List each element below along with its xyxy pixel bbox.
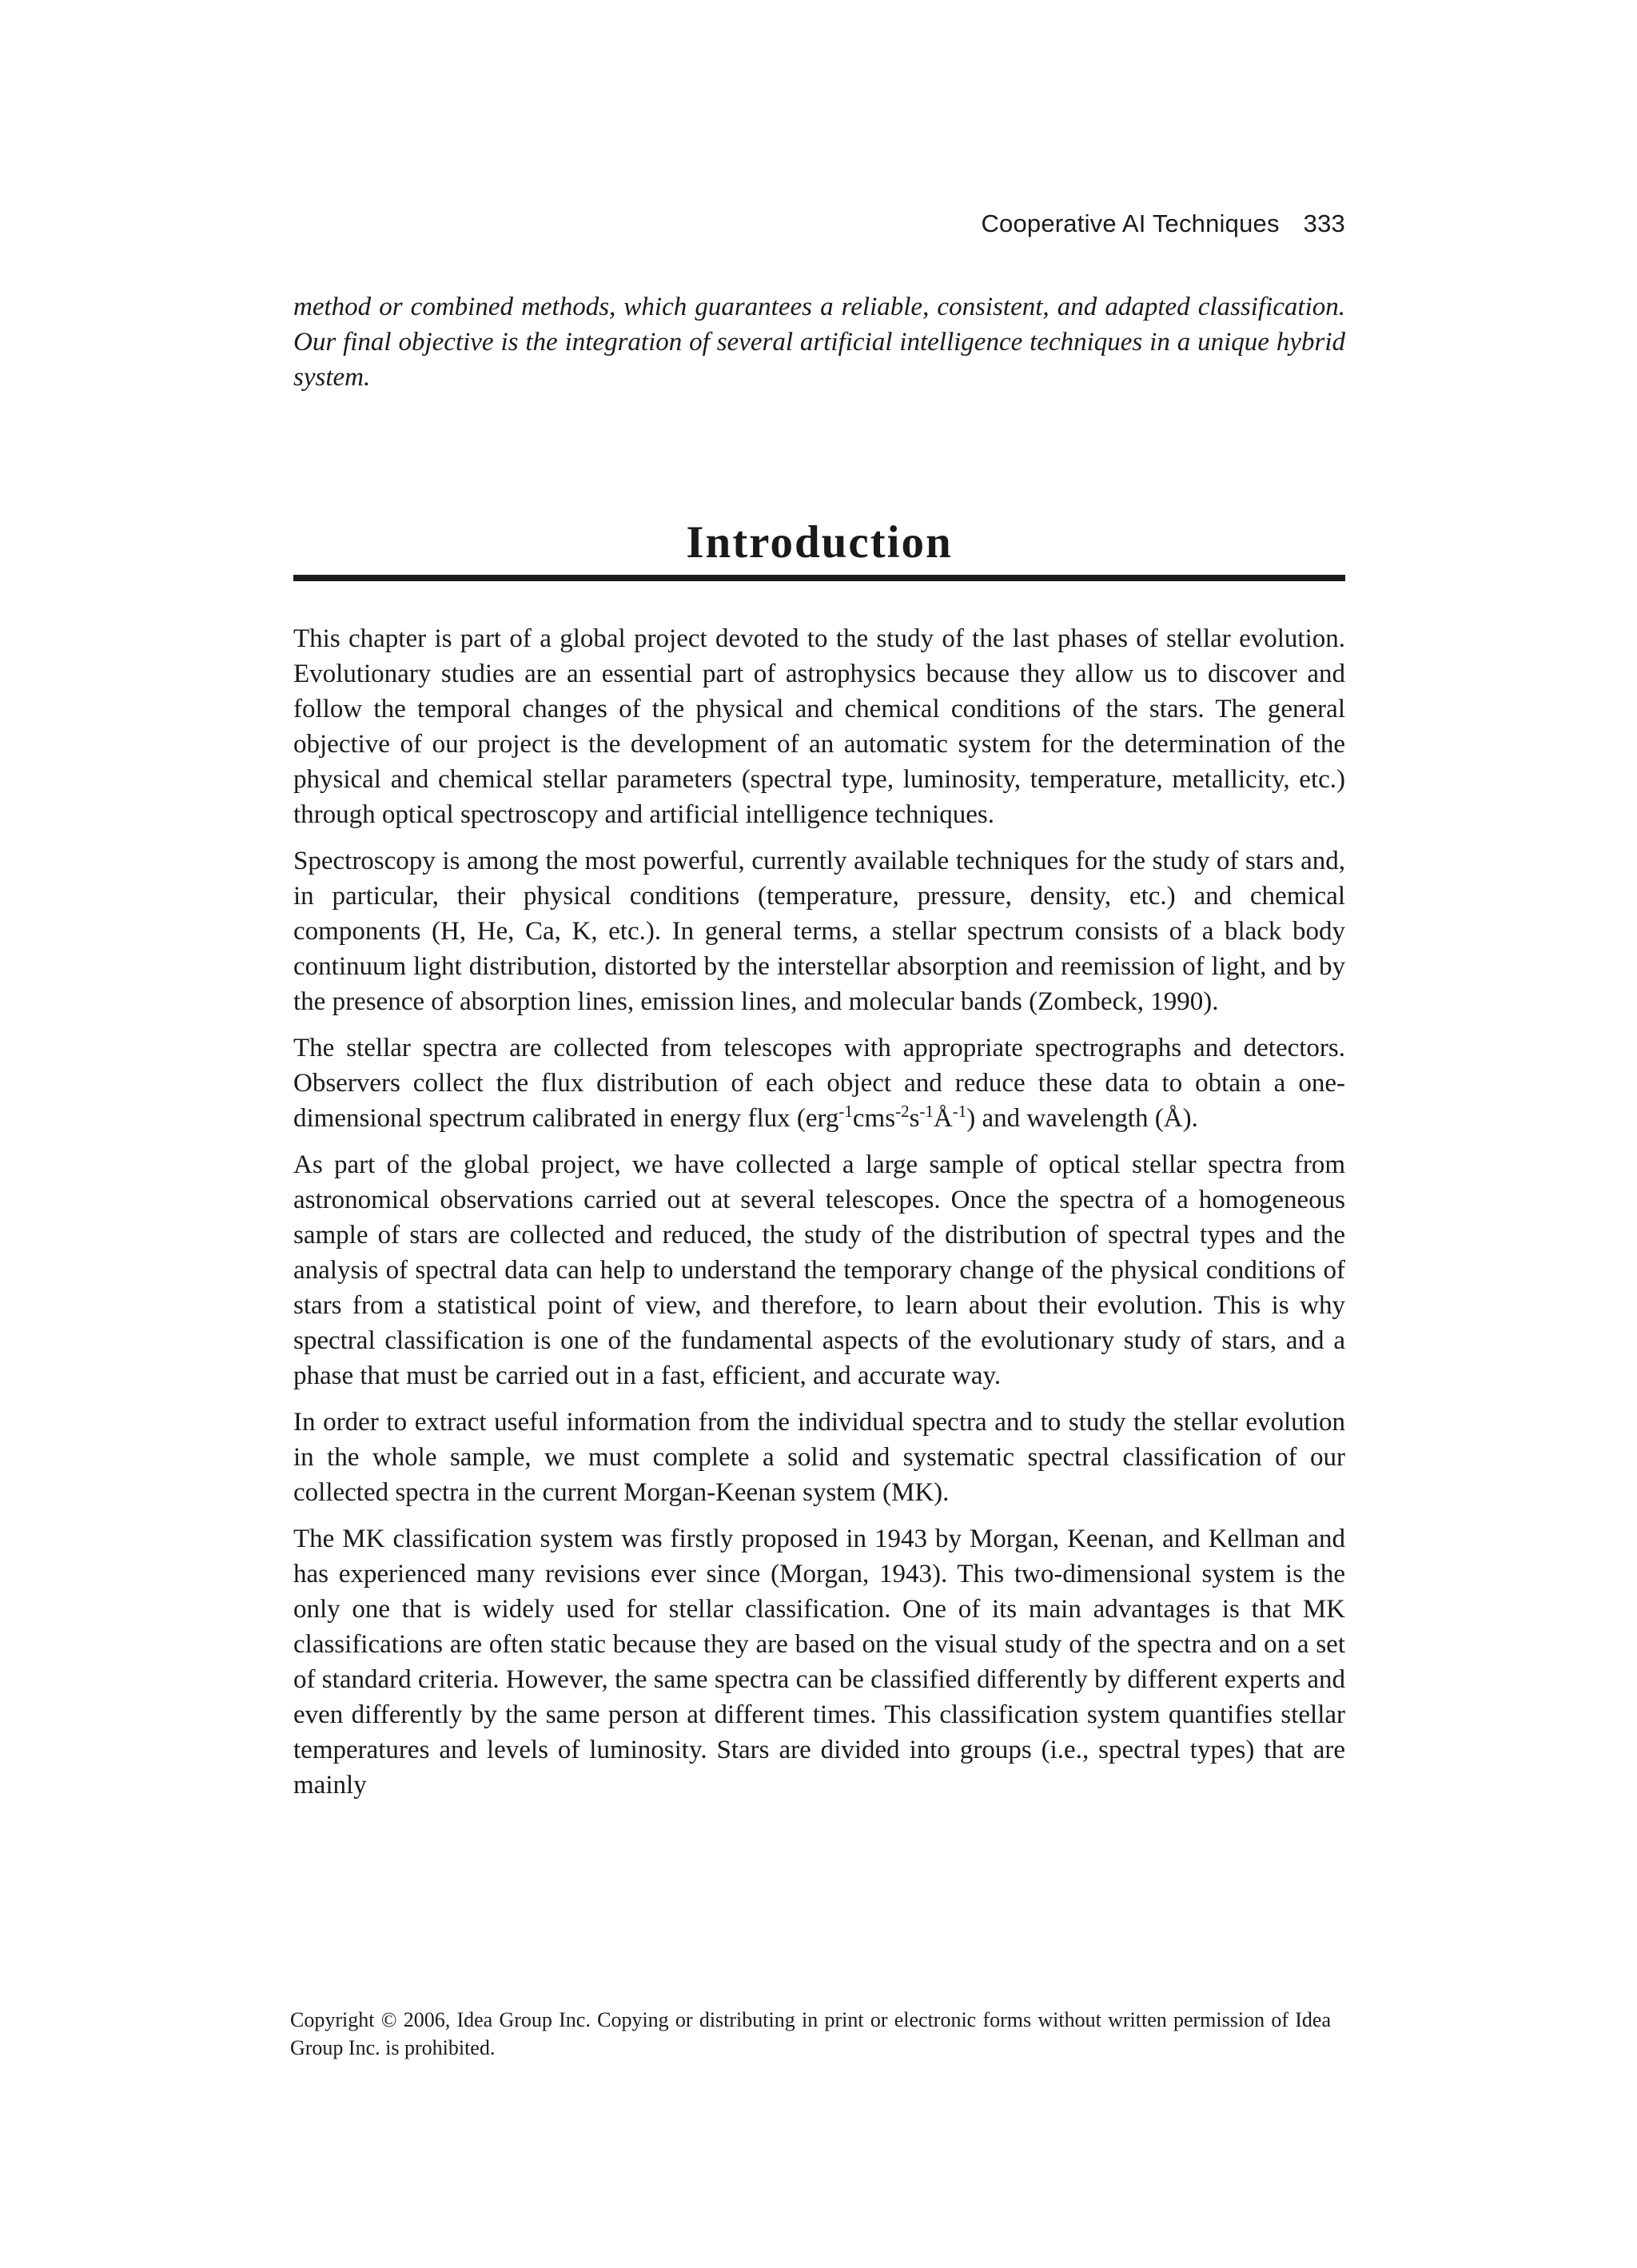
running-head [981,209,1345,238]
running-title: Cooperative AI Techniques [981,209,1280,237]
copyright-notice: Copyright © 2006, Idea Group Inc. Copying or distributing in print or electronic forms without written permission of Idea Group Inc. is prohibited. [290,2008,1331,2059]
superscript: -1 [919,1102,934,1121]
superscript: -1 [838,1102,853,1121]
paragraph-5: In order to extract useful information from the individual spectra and to study the stellar evolution in the whole sample, we must complete a solid and systematic spectral classification of our collected spectra in the current Morgan-Keenan system (MK). [293,1408,1345,1507]
paragraph-2: Spectroscopy is among the most powerful, currently available techniques for the study of stars and, in particular, their physical conditions (temperature, pressure, density, etc.) and chemical components (H, He, Ca, K, etc.). In general terms, a stellar spectrum consists of a black body continuum light distribution, distorted by the interstellar absorption and reemission of light, and by the presence of absorption lines, emission lines, and molecular bands (Zombeck, 1990). [293,847,1345,1016]
page-number: 333 [1303,209,1345,237]
paragraph-3 [293,1030,1345,1136]
superscript: -1 [952,1102,967,1121]
superscript: -2 [895,1102,910,1121]
page-content [293,289,1345,1814]
body-text [293,621,1345,1803]
paragraph-4: As part of the global project, we have collected a large sample of optical stellar spectra from astronomical observations carried out at several telescopes. Once the spectra of a homogeneous sample of stars are collected and reduced, the study of the distribution of spectral types and the analysis of spectral data can help to understand the temporary change of the physical conditions of stars from a statistical point of view, and therefore, to learn about their evolution. This is why spectral classification is one of the fundamental aspects of the evolutionary study of stars, and a phase that must be carried out in a fast, efficient, and accurate way. [293,1150,1345,1390]
intro-fragment: method or combined methods, which guarantees a reliable, consistent, and adapted classification. Our final objective is the integration of several artificial intelligence techniques in a unique hybrid system. [293,293,1345,392]
paragraph-1: This chapter is part of a global project devoted to the study of the last phases of stellar evolution. Evolutionary studies are an essential part of astrophysics because they allow us to discover and follow the temporal changes of the physical and chemical conditions of the stars. The general objective of our project is the development of an automatic system for the determination of the physical and chemical stellar parameters (spectral type, luminosity, temperature, metallicity, etc.) through optical spectroscopy and artificial intelligence techniques. [293,624,1345,829]
unit-text: Å [933,1104,953,1133]
unit-text: s [909,1104,920,1133]
paragraph-3-text: ) and wavelength (Å). [966,1104,1198,1133]
paragraph-3-text: The stellar spectra are collected from telescopes with appropriate spectrographs and detectors. Observers collect the flux distribution of each object and reduce these data to obtain a one-dimensional spectrum calibrated in energy flux (erg [293,1034,1345,1133]
unit-text: cms [852,1104,896,1133]
paragraph-6: The MK classification system was firstly proposed in 1943 by Morgan, Keenan, and Kellman and has experienced many revisions ever since (Morgan, 1943). This two-dimensional system is the only one that is widely used for stellar classification. One of its main advantages is that MK classifications are often static because they are based on the visual study of the spectra and on a set of standard criteria. However, the same spectra can be classified differently by different experts and even differently by the same person at different times. This classification system quantifies stellar temperatures and levels of luminosity. Stars are divided into groups (i.e., spectral types) that are mainly [293,1525,1345,1800]
section-heading: Introduction [293,519,1345,581]
